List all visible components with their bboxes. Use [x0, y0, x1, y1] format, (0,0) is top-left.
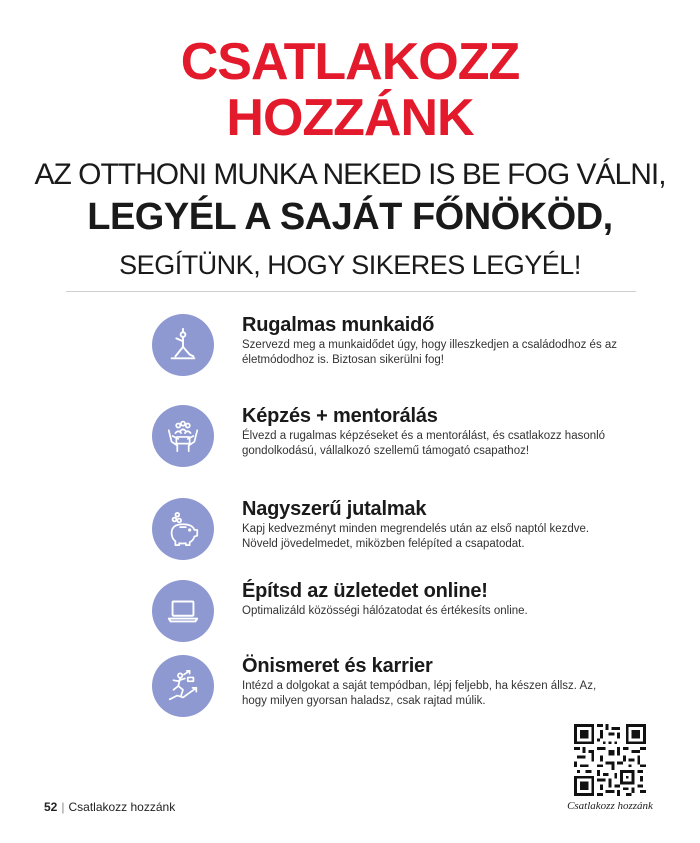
laptop-icon: [152, 580, 214, 642]
divider: [66, 291, 636, 292]
footer-separator: |: [61, 800, 65, 814]
feature-title: Önismeret és karrier: [242, 655, 433, 677]
subtitle-line1: AZ OTTHONI MUNKA NEKED IS BE FOG VÁLNI,: [34, 158, 666, 191]
feature-title: Képzés + mentorálás: [242, 405, 438, 427]
feature-title: Nagyszerű jutalmak: [242, 498, 427, 520]
career-growth-icon: [152, 655, 214, 717]
feature-description: Optimalizáld közösségi hálózatodat és értékesíts online.: [242, 605, 528, 617]
feature-description: Szervezd meg a munkaidődet úgy, hogy illeszkedjen a családodhoz és az életmódodhoz is. Biztosan sikerülni fog!: [242, 339, 618, 366]
page-title-line2: HOZZÁNK: [226, 89, 474, 147]
feature-description: Élvezd a rugalmas képzéseket és a mentorálást, és csatlakozz hasonló gondolkodású, vállalkozó szellemű támogató csapathoz!: [242, 430, 606, 457]
feature-description: Kapj kedvezményt minden megrendelés után az első naptól kezdve. Növeld jövedelmedet, miközben felépíted a csapatodat.: [242, 523, 590, 550]
team-hands-icon: [152, 405, 214, 467]
feature-description: Intézd a dolgokat a saját tempódban, lépj feljebb, ha készen állsz. Az, hogy milyen gyorsan haladsz, csak rajtad múlik.: [242, 680, 597, 707]
footer-section: Csatlakozz hozzánk: [68, 800, 176, 814]
subtitle-line2: LEGYÉL A SAJÁT FŐNÖKÖD,: [87, 196, 613, 238]
yoga-pose-icon: [152, 314, 214, 376]
page-title-line1: CSATLAKOZZ: [180, 33, 520, 91]
feature-title: Rugalmas munkaidő: [242, 314, 435, 336]
qr-code[interactable]: [574, 724, 646, 796]
page-number: 52: [44, 800, 58, 814]
subtitle-line3: SEGÍTÜNK, HOGY SIKERES LEGYÉL!: [119, 250, 581, 280]
piggy-bank-icon: [152, 498, 214, 560]
footer: [44, 800, 175, 814]
qr-caption: Csatlakozz hozzánk: [567, 800, 653, 812]
feature-title: Építsd az üzletedet online!: [242, 580, 488, 602]
